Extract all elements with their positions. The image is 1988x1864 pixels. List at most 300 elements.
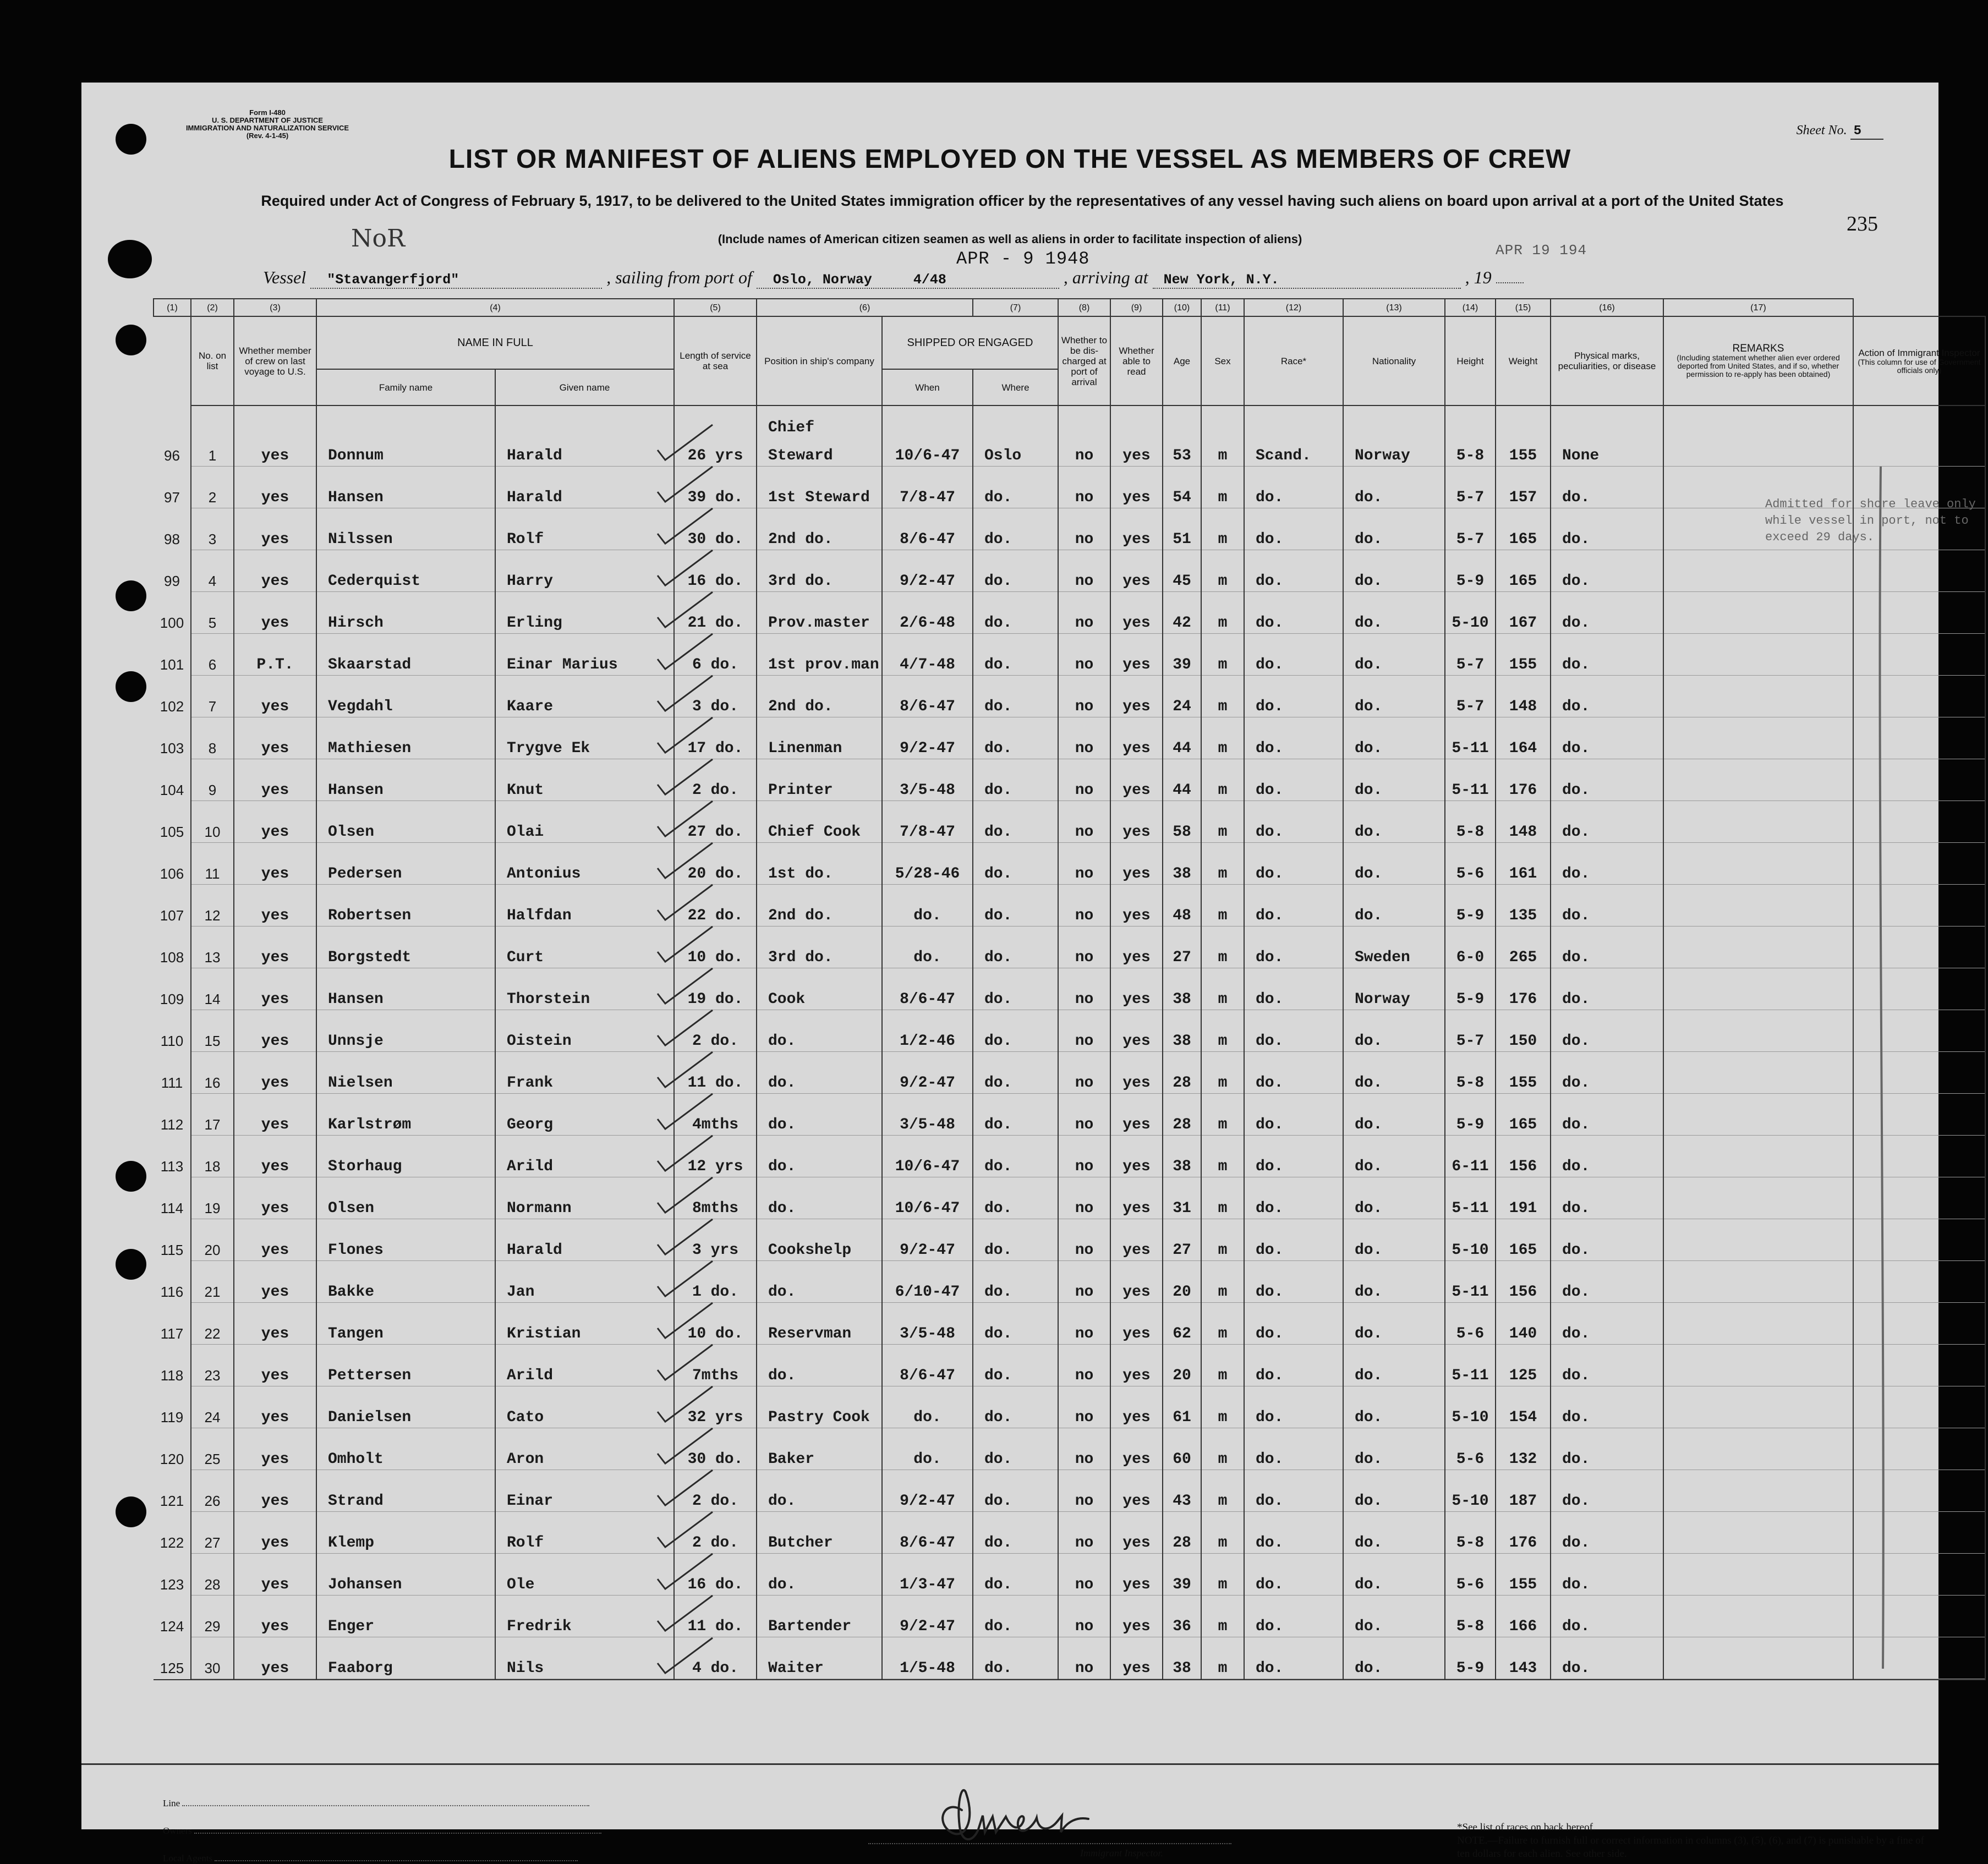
age-cell: 51: [1163, 508, 1201, 550]
remarks-cell: [1663, 1637, 1853, 1680]
age-cell: 61: [1163, 1386, 1201, 1428]
sex-cell: m: [1201, 634, 1244, 676]
family-name-cell: Robertsen: [316, 885, 495, 926]
race-cell: do.: [1244, 1554, 1343, 1596]
table-row: [154, 405, 1985, 467]
vessel-name: "Stavangerfjord": [310, 272, 602, 289]
given-name-cell: Harald: [495, 1219, 674, 1261]
port-name: Oslo, Norway: [773, 272, 872, 288]
nationality-cell: do.: [1343, 801, 1445, 843]
service-length-cell: 30 do.: [674, 1428, 757, 1470]
can-read-cell: yes: [1110, 1637, 1163, 1680]
weight-cell: 143: [1496, 1637, 1551, 1680]
height-cell: 5-11: [1445, 1261, 1496, 1303]
penalty-note: NOTE.—Failure to furnish full or correct information in columns (3), (5), (6), and (7) is punishable by a fine of ten dollars for each alien. See other side.: [1457, 1835, 1924, 1860]
engaged-where-cell: do.: [973, 1261, 1058, 1303]
discharged-cell: no: [1058, 1261, 1110, 1303]
header-remarks: [1663, 316, 1853, 405]
race-cell: do.: [1244, 1428, 1343, 1470]
punch-hole: [116, 1496, 146, 1527]
discharged-cell: no: [1058, 1554, 1110, 1596]
can-read-cell: yes: [1110, 1428, 1163, 1470]
ledger-number-cell: 101: [154, 634, 191, 676]
sex-cell: m: [1201, 1261, 1244, 1303]
owners-blank: [194, 1833, 601, 1834]
race-cell: do.: [1244, 1136, 1343, 1177]
position-cell: do.: [757, 1094, 882, 1136]
given-name-cell: Knut: [495, 759, 674, 801]
race-cell: do.: [1244, 634, 1343, 676]
discharged-cell: no: [1058, 1428, 1110, 1470]
given-name-cell: Kaare: [495, 676, 674, 717]
discharged-cell: no: [1058, 1010, 1110, 1052]
punch-hole: [116, 671, 146, 702]
position-cell: Bartender: [757, 1596, 882, 1637]
position-cell: 3rd do.: [757, 550, 882, 592]
height-cell: 5-7: [1445, 676, 1496, 717]
inspector-action-cell: [1853, 550, 1985, 592]
physical-marks-cell: do.: [1551, 801, 1663, 843]
engaged-where-cell: do.: [973, 676, 1058, 717]
service-length-cell: 16 do.: [674, 550, 757, 592]
service-length-cell: 4mths: [674, 1094, 757, 1136]
age-cell: 42: [1163, 592, 1201, 634]
race-cell: do.: [1244, 467, 1343, 508]
previous-voyage-cell: yes: [234, 926, 316, 968]
family-name-cell: Strand: [316, 1470, 495, 1512]
ledger-number-cell: 112: [154, 1094, 191, 1136]
inspector-action-cell: [1853, 759, 1985, 801]
manifest-sheet: [81, 83, 1981, 1863]
inspector-action-cell: [1853, 968, 1985, 1010]
service-length-cell: 39 do.: [674, 467, 757, 508]
list-number-cell: 13: [191, 926, 234, 968]
remarks-cell: [1663, 1470, 1853, 1512]
sex-cell: m: [1201, 717, 1244, 759]
position-line-1: Chief: [768, 419, 815, 436]
service-length-cell: 7mths: [674, 1345, 757, 1386]
weight-cell: 140: [1496, 1303, 1551, 1345]
engaged-when-cell: 8/6-47: [882, 508, 973, 550]
table-row: [154, 1345, 1985, 1386]
header-name-in-full: NAME IN FULL: [316, 316, 674, 369]
weight-cell: 156: [1496, 1261, 1551, 1303]
sex-cell: m: [1201, 1428, 1244, 1470]
physical-marks-cell: do.: [1551, 592, 1663, 634]
inspector-label: Immigrant Inspector.: [1080, 1847, 1163, 1858]
can-read-cell: yes: [1110, 968, 1163, 1010]
physical-marks-cell: do.: [1551, 1094, 1663, 1136]
physical-marks-cell: do.: [1551, 1596, 1663, 1637]
height-cell: 5-9: [1445, 550, 1496, 592]
position-cell: Linenman: [757, 717, 882, 759]
family-name-cell: Mathiesen: [316, 717, 495, 759]
list-number-cell: 12: [191, 885, 234, 926]
weight-cell: 191: [1496, 1177, 1551, 1219]
given-name-cell: Oistein: [495, 1010, 674, 1052]
family-name-cell: Nielsen: [316, 1052, 495, 1094]
race-cell: do.: [1244, 926, 1343, 968]
given-name-cell: Ole: [495, 1554, 674, 1596]
column-number-row: [154, 299, 1985, 316]
page-subtitle: Required under Act of Congress of February 5, 1917, to be delivered to the United States immigration officer by the representatives of any vessel having such aliens on board upon arrival at a port of the United States: [261, 193, 1784, 209]
table-row: [154, 634, 1985, 676]
sheet-number: [1797, 123, 1883, 139]
race-cell: do.: [1244, 801, 1343, 843]
nationality-cell: do.: [1343, 1428, 1445, 1470]
remarks-cell: [1663, 1177, 1853, 1219]
position-cell: 1st Steward: [757, 467, 882, 508]
family-name-cell: Olsen: [316, 1177, 495, 1219]
family-name-cell: Karlstrøm: [316, 1094, 495, 1136]
given-name-cell: Normann: [495, 1177, 674, 1219]
given-name-cell: Halfdan: [495, 885, 674, 926]
engaged-when-cell: 10/6-47: [882, 1136, 973, 1177]
nationality-cell: do.: [1343, 634, 1445, 676]
inspector-action-cell: [1853, 1470, 1985, 1512]
sailing-label: , sailing from port of: [606, 267, 752, 287]
can-read-cell: yes: [1110, 717, 1163, 759]
ledger-number-cell: 117: [154, 1303, 191, 1345]
sex-cell: m: [1201, 843, 1244, 885]
ledger-number-cell: 115: [154, 1219, 191, 1261]
previous-voyage-cell: yes: [234, 968, 316, 1010]
table-row: [154, 926, 1985, 968]
can-read-cell: yes: [1110, 801, 1163, 843]
physical-marks-cell: do.: [1551, 1428, 1663, 1470]
date-stamp-faint: APR 19 194: [1496, 242, 1587, 259]
discharged-cell: no: [1058, 1512, 1110, 1554]
nationality-cell: do.: [1343, 676, 1445, 717]
nationality-cell: do.: [1343, 1596, 1445, 1637]
position-cell: Pastry Cook: [757, 1386, 882, 1428]
sex-cell: m: [1201, 508, 1244, 550]
list-number-cell: 27: [191, 1512, 234, 1554]
form-info-line: Form I-480: [249, 108, 286, 117]
vessel-line: [263, 267, 1524, 289]
remarks-cell: [1663, 676, 1853, 717]
nationality-cell: do.: [1343, 467, 1445, 508]
engaged-where-cell: do.: [973, 1010, 1058, 1052]
weight-cell: 156: [1496, 1136, 1551, 1177]
nationality-cell: do.: [1343, 1094, 1445, 1136]
height-cell: 5-6: [1445, 843, 1496, 885]
ledger-number-cell: 104: [154, 759, 191, 801]
column-number: (9): [1110, 299, 1163, 316]
list-number-cell: 10: [191, 801, 234, 843]
family-name-cell: Omholt: [316, 1428, 495, 1470]
previous-voyage-cell: yes: [234, 1177, 316, 1219]
physical-marks-cell: do.: [1551, 1345, 1663, 1386]
can-read-cell: yes: [1110, 1345, 1163, 1386]
discharged-cell: no: [1058, 634, 1110, 676]
ledger-number-cell: 116: [154, 1261, 191, 1303]
column-number: (3): [234, 299, 316, 316]
sex-cell: m: [1201, 1010, 1244, 1052]
ledger-number-cell: 120: [154, 1428, 191, 1470]
list-number-cell: 5: [191, 592, 234, 634]
nationality-cell: do.: [1343, 550, 1445, 592]
physical-marks-cell: None: [1551, 405, 1663, 467]
given-name-cell: Einar: [495, 1470, 674, 1512]
remarks-cell: [1663, 1554, 1853, 1596]
physical-marks-cell: do.: [1551, 1177, 1663, 1219]
inspector-action-cell: [1853, 843, 1985, 885]
height-cell: 5-10: [1445, 592, 1496, 634]
sex-cell: m: [1201, 968, 1244, 1010]
table-row: [154, 1052, 1985, 1094]
age-cell: 38: [1163, 843, 1201, 885]
engaged-when-cell: 1/2-46: [882, 1010, 973, 1052]
ledger-number-cell: 102: [154, 676, 191, 717]
position-cell: 2nd do.: [757, 676, 882, 717]
weight-cell: 155: [1496, 634, 1551, 676]
nationality-cell: do.: [1343, 717, 1445, 759]
position-cell: Butcher: [757, 1512, 882, 1554]
previous-voyage-cell: yes: [234, 1052, 316, 1094]
remarks-cell: [1663, 1052, 1853, 1094]
discharged-cell: no: [1058, 467, 1110, 508]
given-name-cell: Kristian: [495, 1303, 674, 1345]
engaged-where-cell: do.: [973, 1219, 1058, 1261]
race-cell: do.: [1244, 717, 1343, 759]
inspector-action-cell: [1853, 1428, 1985, 1470]
nationality-cell: do.: [1343, 508, 1445, 550]
table-row: [154, 717, 1985, 759]
sex-cell: m: [1201, 1136, 1244, 1177]
remarks-cell: [1663, 801, 1853, 843]
table-row: [154, 1136, 1985, 1177]
previous-voyage-cell: yes: [234, 550, 316, 592]
list-number-cell: 26: [191, 1470, 234, 1512]
height-cell: 5-11: [1445, 1177, 1496, 1219]
action-subtitle: (This column for use of Government officials only): [1858, 357, 1981, 375]
footer-line: [163, 1798, 589, 1809]
engaged-where-cell: do.: [973, 1177, 1058, 1219]
physical-marks-cell: do.: [1551, 1637, 1663, 1680]
height-cell: 5-7: [1445, 1010, 1496, 1052]
family-name-cell: Klemp: [316, 1512, 495, 1554]
engaged-when-cell: 9/2-47: [882, 1219, 973, 1261]
owners-label: Owners: [163, 1825, 192, 1836]
family-name-cell: Storhaug: [316, 1136, 495, 1177]
remarks-cell: [1663, 1303, 1853, 1345]
shore-leave-remark: Admitted for shore leave only while vessel in port, not to exceed 29 days.: [1765, 497, 1976, 544]
age-cell: 28: [1163, 1512, 1201, 1554]
sex-cell: m: [1201, 1219, 1244, 1261]
nationality-cell: do.: [1343, 592, 1445, 634]
nationality-cell: do.: [1343, 1512, 1445, 1554]
form-info-line: IMMIGRATION AND NATURALIZATION SERVICE: [185, 124, 349, 132]
remarks-cell: [1663, 1261, 1853, 1303]
column-number: (7): [973, 299, 1058, 316]
ledger-number-cell: 110: [154, 1010, 191, 1052]
height-cell: 5-9: [1445, 968, 1496, 1010]
physical-marks-cell: do.: [1551, 1219, 1663, 1261]
list-number-cell: 30: [191, 1637, 234, 1680]
list-number-cell: 23: [191, 1345, 234, 1386]
engaged-when-cell: 3/5-48: [882, 759, 973, 801]
family-name-cell: Cederquist: [316, 550, 495, 592]
can-read-cell: yes: [1110, 1219, 1163, 1261]
weight-cell: 155: [1496, 405, 1551, 467]
column-number: (12): [1244, 299, 1343, 316]
list-number-cell: 20: [191, 1219, 234, 1261]
list-number-cell: 1: [191, 405, 234, 467]
engaged-where-cell: do.: [973, 1637, 1058, 1680]
previous-voyage-cell: yes: [234, 1428, 316, 1470]
family-name-cell: Danielsen: [316, 1386, 495, 1428]
list-number-cell: 18: [191, 1136, 234, 1177]
weight-cell: 135: [1496, 885, 1551, 926]
engaged-when-cell: 7/8-47: [882, 467, 973, 508]
previous-voyage-cell: yes: [234, 592, 316, 634]
engaged-when-cell: 9/2-47: [882, 717, 973, 759]
family-name-cell: Nilssen: [316, 508, 495, 550]
weight-cell: 154: [1496, 1386, 1551, 1428]
weight-cell: 155: [1496, 1554, 1551, 1596]
remarks-cell: [1663, 1136, 1853, 1177]
column-number: (1): [154, 299, 191, 316]
nationality-cell: do.: [1343, 759, 1445, 801]
family-name-cell: Hirsch: [316, 592, 495, 634]
service-length-cell: 3 yrs: [674, 1219, 757, 1261]
service-length-cell: 2 do.: [674, 1470, 757, 1512]
engaged-when-cell: 1/3-47: [882, 1554, 973, 1596]
engaged-when-cell: 8/6-47: [882, 1345, 973, 1386]
race-cell: Scand.: [1244, 405, 1343, 467]
table-row: [154, 801, 1985, 843]
can-read-cell: yes: [1110, 1010, 1163, 1052]
ledger-number-cell: 96: [154, 405, 191, 467]
service-length-cell: 21 do.: [674, 592, 757, 634]
engaged-where-cell: do.: [973, 1094, 1058, 1136]
sex-cell: m: [1201, 405, 1244, 467]
list-number-cell: 29: [191, 1596, 234, 1637]
age-cell: 53: [1163, 405, 1201, 467]
header-height: Height: [1445, 316, 1496, 405]
form-info-line: U. S. DEPARTMENT OF JUSTICE: [212, 116, 323, 124]
ledger-number-cell: 113: [154, 1136, 191, 1177]
engaged-where-cell: do.: [973, 1386, 1058, 1428]
ledger-number-cell: 114: [154, 1177, 191, 1219]
remarks-cell: [1663, 592, 1853, 634]
race-cell: do.: [1244, 550, 1343, 592]
race-cell: do.: [1244, 759, 1343, 801]
family-name-cell: Enger: [316, 1596, 495, 1637]
sheet-number-label: Sheet No.: [1796, 123, 1847, 138]
race-cell: do.: [1244, 676, 1343, 717]
vessel-label: Vessel: [263, 267, 306, 287]
can-read-cell: yes: [1110, 592, 1163, 634]
given-name-cell: Curt: [495, 926, 674, 968]
nationality-cell: do.: [1343, 1470, 1445, 1512]
remarks-cell: [1663, 926, 1853, 968]
table-row: [154, 968, 1985, 1010]
physical-marks-cell: do.: [1551, 508, 1663, 550]
previous-voyage-cell: yes: [234, 467, 316, 508]
engaged-where-cell: do.: [973, 1596, 1058, 1637]
engaged-when-cell: 6/10-47: [882, 1261, 973, 1303]
engaged-where-cell: do.: [973, 1303, 1058, 1345]
sex-cell: m: [1201, 550, 1244, 592]
inspector-action-cell: [1853, 1303, 1985, 1345]
inclusion-note: (Include names of American citizen seamen as well as aliens in order to facilitate inspection of aliens): [718, 232, 1302, 246]
race-cell: do.: [1244, 1470, 1343, 1512]
physical-marks-cell: do.: [1551, 1512, 1663, 1554]
engaged-when-cell: 3/5-48: [882, 1094, 973, 1136]
inspector-action-cell: [1853, 1637, 1985, 1680]
service-length-cell: 10 do.: [674, 1303, 757, 1345]
height-cell: 6-11: [1445, 1136, 1496, 1177]
position-cell: 1st do.: [757, 843, 882, 885]
ledger-number-cell: 125: [154, 1637, 191, 1680]
service-length-cell: 2 do.: [674, 759, 757, 801]
given-name-cell: Einar Marius: [495, 634, 674, 676]
engaged-when-cell: 9/2-47: [882, 1470, 973, 1512]
table-row: [154, 467, 1985, 508]
footer-owners: [163, 1825, 601, 1836]
list-number-cell: 9: [191, 759, 234, 801]
age-cell: 27: [1163, 926, 1201, 968]
table-row: [154, 592, 1985, 634]
departure-port: [757, 272, 1059, 289]
physical-marks-cell: do.: [1551, 717, 1663, 759]
punch-hole: [116, 325, 146, 355]
race-cell: do.: [1244, 1512, 1343, 1554]
service-length-cell: 20 do.: [674, 843, 757, 885]
list-number-cell: 8: [191, 717, 234, 759]
height-cell: 5-8: [1445, 1052, 1496, 1094]
previous-voyage-cell: P.T.: [234, 634, 316, 676]
previous-voyage-cell: yes: [234, 1010, 316, 1052]
position-cell: Cook: [757, 968, 882, 1010]
nationality-cell: Norway: [1343, 968, 1445, 1010]
family-name-cell: Pedersen: [316, 843, 495, 885]
race-cell: do.: [1244, 1303, 1343, 1345]
header-position: Position in ship's company: [757, 316, 882, 405]
remarks-cell: [1663, 1428, 1853, 1470]
position-cell: Cookshelp: [757, 1219, 882, 1261]
engaged-where-cell: do.: [973, 508, 1058, 550]
position-cell: do.: [757, 1177, 882, 1219]
list-number-cell: 3: [191, 508, 234, 550]
sex-cell: m: [1201, 885, 1244, 926]
remarks-cell: [1663, 1094, 1853, 1136]
given-name-cell: Harald: [495, 405, 674, 467]
can-read-cell: yes: [1110, 885, 1163, 926]
weight-cell: 165: [1496, 1219, 1551, 1261]
can-read-cell: yes: [1110, 634, 1163, 676]
engaged-when-cell: 8/6-47: [882, 676, 973, 717]
header-age: Age: [1163, 316, 1201, 405]
ledger-number-cell: 99: [154, 550, 191, 592]
engaged-when-cell: 4/7-48: [882, 634, 973, 676]
height-cell: 5-9: [1445, 885, 1496, 926]
column-number: (4): [316, 299, 674, 316]
sex-cell: m: [1201, 1386, 1244, 1428]
table-row: [154, 550, 1985, 592]
list-number-cell: 17: [191, 1094, 234, 1136]
remarks-cell: [1663, 550, 1853, 592]
service-length-cell: 12 yrs: [674, 1136, 757, 1177]
position-cell: do.: [757, 1345, 882, 1386]
can-read-cell: yes: [1110, 1554, 1163, 1596]
engaged-where-cell: do.: [973, 467, 1058, 508]
previous-voyage-cell: yes: [234, 1261, 316, 1303]
nationality-cell: do.: [1343, 1177, 1445, 1219]
discharged-cell: no: [1058, 1345, 1110, 1386]
